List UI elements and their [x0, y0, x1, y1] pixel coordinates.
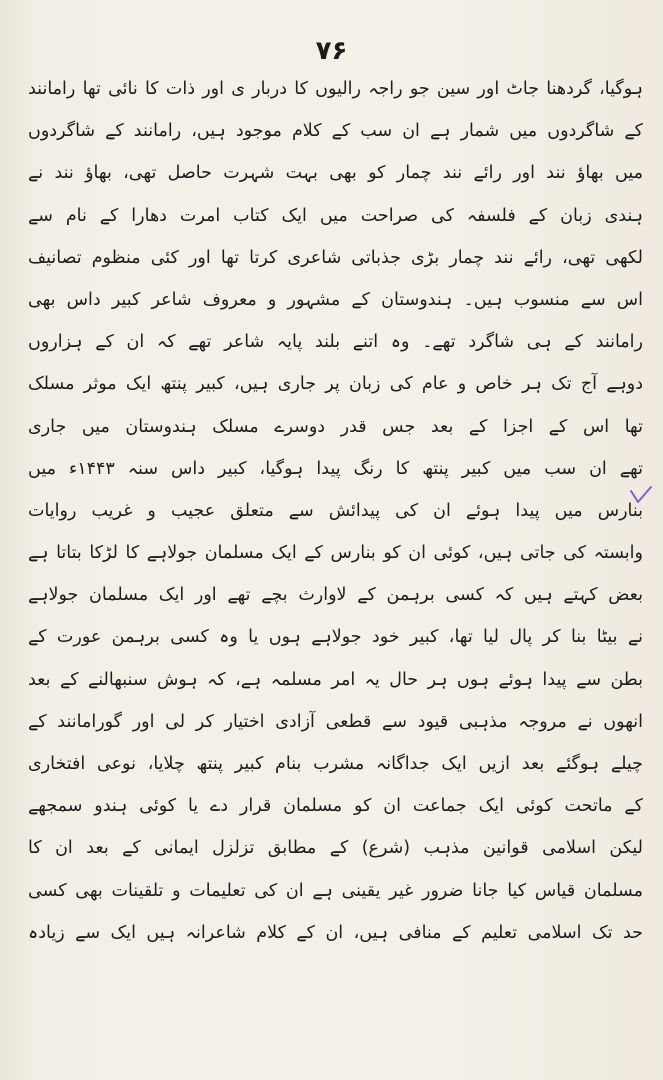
text-line: تھا اس کے اجزا کے بعد جس قدر دوسرے مسلک ہندوستان میں جاری: [28, 416, 643, 437]
text-line: کے شاگردوں میں شمار ہے ان سب کے کلام موجود ہیں، رامانند کے شاگردوں: [28, 121, 643, 142]
text-line: کے ماتحت کوئی ایک جماعت ان کو مسلمان قرار دے یا کوئی ہندو سمجھے: [28, 796, 643, 817]
text-line: بعض کہتے ہیں کہ کسی برہمن کے لاوارث بچے تھے اور ایک مسلمان جولاہے: [28, 585, 643, 606]
checkmark-icon: [628, 482, 654, 508]
text-line: چیلے ہوگئے بعد ازیں ایک جداگانہ مشرب بنام کبیر پنتھ چلایا، نوعی افتخاری: [28, 754, 643, 774]
text-line: لیکن اسلامی قوانین مذہب (شرع) کے مطابق تزلزل ایمانی کے بعد ان کا: [28, 838, 643, 859]
text-line: بنارس میں پیدا ہوئے ان کی پیدائش سے متعلق عجیب و غریب روایات: [28, 500, 643, 521]
text-line: دوہے آج تک ہر خاص و عام کی زبان پر جاری ہیں، کبیر پنتھ ایک موثر مسلک: [28, 374, 643, 395]
page-number: ۷۶: [315, 36, 348, 66]
text-line: لکھی تھی، رائے نند چمار بڑی جذباتی شاعری کرتا تھا اور کئی منظوم تصانیف: [28, 247, 643, 268]
text-line: تھے ان سب میں کبیر پنتھ کا رنگ پیدا ہوگیا، کبیر داس سنہ ۱۴۴۳ء میں: [28, 458, 643, 479]
body-text: [28, 68, 643, 954]
text-line: بطن سے پیدا ہوئے ہوں ہر حال یہ امر مسلمہ ہے، کہ ہوش سنبھالنے کے بعد: [28, 669, 643, 690]
text-line: ہوگیا، گردھنا جاٹ اور سین جو راجہ رالیوں کا دربار ی اور ذات کا نائی تھا رامانند: [28, 79, 643, 99]
text-line: وابستہ کی جاتی ہیں، کوئی ان کو بنارس کے ایک مسلمان جولاہے کا لڑکا بتاتا ہے: [28, 543, 643, 564]
text-line: اس سے منسوب ہیں۔ ہندوستان کے مشہور و معروف شاعر کبیر داس بھی: [28, 289, 643, 310]
text-line: ہندی زبان کے فلسفہ کی صراحت میں ایک کتاب امرت دھارا کے نام سے: [28, 205, 643, 226]
text-line: انھوں نے مروجہ مذہبی قیود سے قطعی آزادی اختیار کر لی اور گورامانند کے: [28, 711, 643, 732]
text-line: رامانند کے ہی شاگرد تھے۔ وہ اتنے بلند پایہ شاعر تھے کہ ان کے ہزاروں: [28, 332, 643, 353]
text-line: میں بھاؤ نند اور رائے نند چمار کو بھی بہت شہرت حاصل تھی، بھاؤ نند نے: [28, 163, 643, 184]
text-line: حد تک اسلامی تعلیم کے منافی ہیں، ان کے کلام شاعرانہ ہیں ایک سے زیادہ: [28, 922, 643, 943]
text-line: نے بیٹا بنا کر پال لیا تھا، کبیر خود جولاہے ہوں یا وہ کسی برہمن عورت کے: [28, 627, 643, 648]
text-line: مسلمان قیاس کیا جانا ضرور غیر یقینی ہے ان کی تعلیمات و تلقینات بھی کسی: [28, 880, 643, 901]
